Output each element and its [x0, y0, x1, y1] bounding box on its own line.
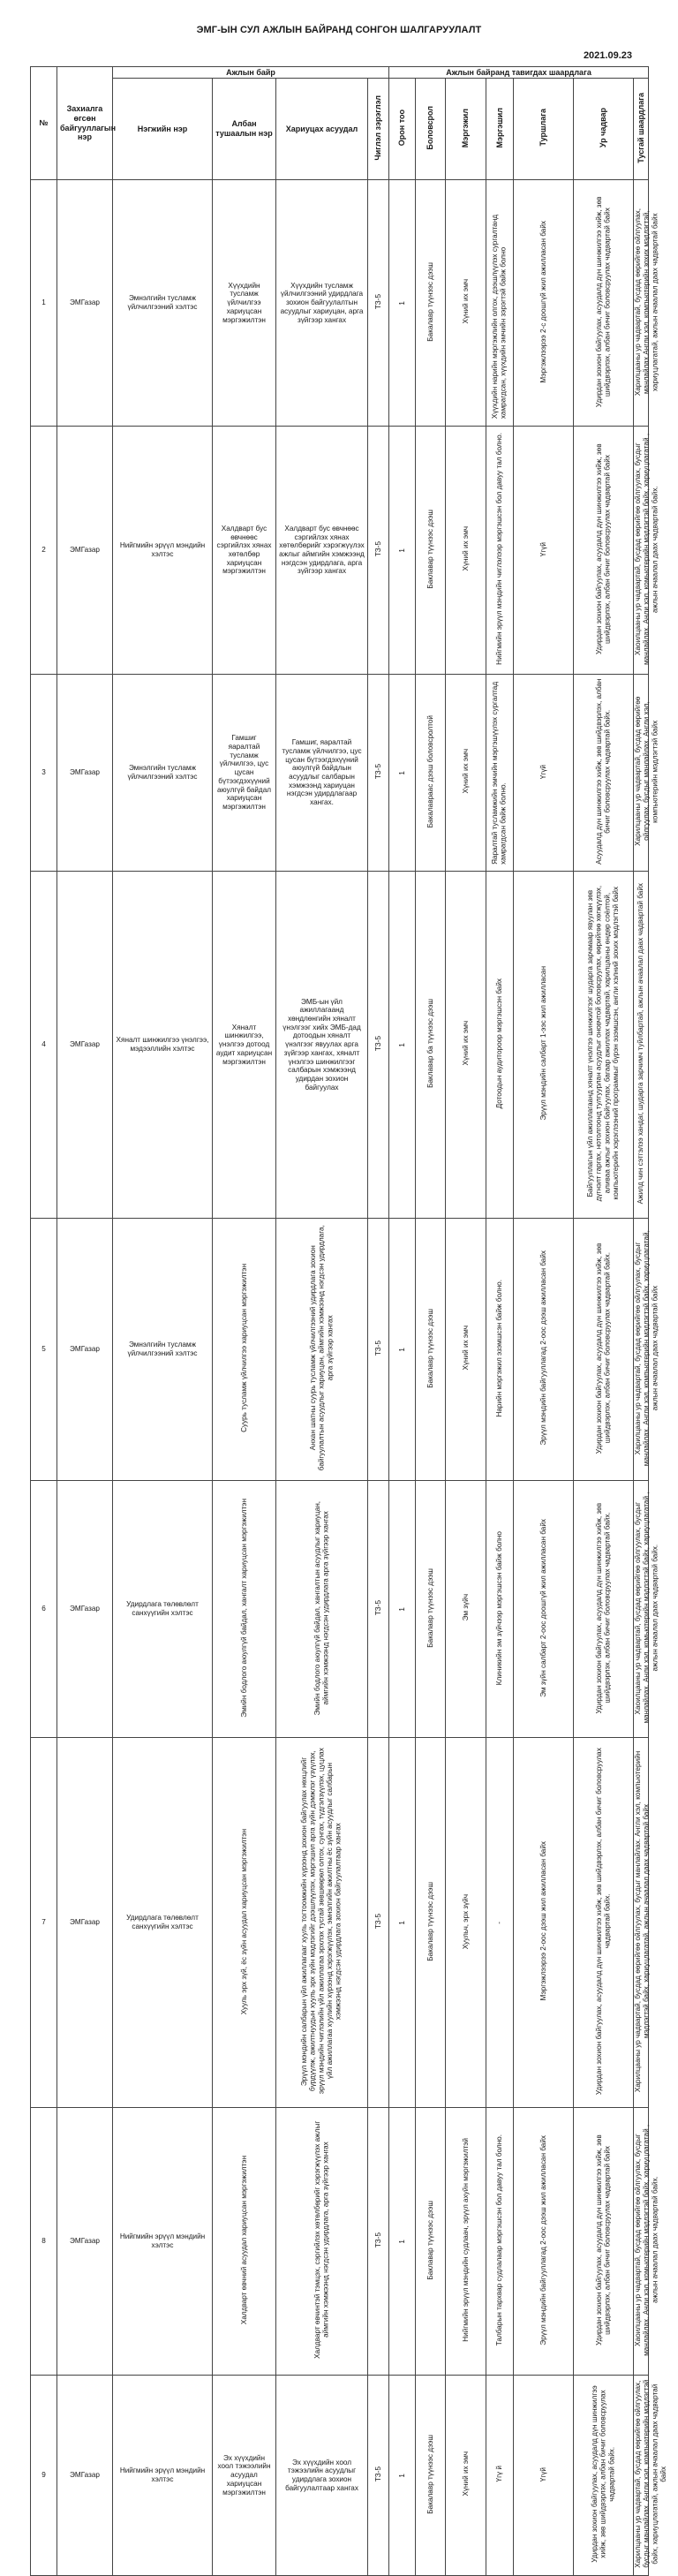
count-value: 1	[397, 2239, 406, 2244]
position-name: Халдварт бус өвчнөөс сэргийлэх хянах хөтөлбөр хариуцсан мэргэжилтэн	[216, 524, 272, 576]
cell-experience	[514, 427, 574, 675]
cell-profession	[446, 675, 486, 872]
header-special	[634, 79, 649, 180]
table-row	[31, 180, 649, 427]
cell-experience	[514, 872, 574, 1219]
row-number: 9	[41, 2471, 46, 2480]
cell-education	[416, 872, 446, 1219]
cell-skills	[574, 1219, 634, 1481]
experience-text: Үгүй	[539, 764, 547, 779]
count-value: 1	[397, 2473, 406, 2478]
cell-experience	[514, 180, 574, 427]
cell-skills	[574, 2108, 634, 2376]
skills-text: Байгууллагын үйл ажиллагаанд хяналт үнэлгээ шинжилгээг шударга зарчмаар явуулан зөв дүгнэлт гаргах, нотолгоонд тулгуурлан асуудлыг оновчтой боловсруулах, өөрийгөө хөгжүүлэх, аливаа ажлыг зохион байгуулах, багаар ажиллах чадвартай, харилцааны өндөр соёлтой, компьютерийн хэрэглээний программыг бүрэн эзэмшсэн, англи хэлний зохих мэдлэгтэй байх	[586, 885, 621, 1202]
cell-education	[416, 427, 446, 675]
cell-count	[389, 180, 416, 427]
header-profession-label: Мэргэжил	[461, 108, 471, 147]
grade-value: ТЗ-5	[373, 294, 382, 310]
special-requirements-text: Ажилд чин сэтгэлээ хандаг, шударга зарчимч туйлбартай, ажлын ачаалал даах чадвартай байх	[637, 883, 645, 1205]
unit-name: Нийгмийн эрүүл мэндийн хэлтэс	[119, 2466, 206, 2483]
row-number: 8	[41, 2237, 46, 2246]
header-specialization	[486, 79, 514, 180]
experience-text: Үгүй	[539, 541, 547, 556]
cell-organization	[57, 2108, 113, 2376]
cell-position	[213, 427, 276, 675]
responsibility-text: Хүүхдийн тусламж үйлчилгээний удирдлага зохион байгуулалтын асуудлыг хариуцан, арга зүйгээр хангах	[280, 281, 364, 324]
cell-organization	[57, 1219, 113, 1481]
unit-name: Эмнэлгийн тусламж үйлчилгээний хэлтэс	[127, 294, 198, 311]
special-requirements-text: Хаоилцааны ур чадвартай, бусдад өөрийгөө ойлгуулах, бусдыг манлайлах. Анли хэл, комьютерийн мэдлэгтэй байх, хариуцлагатай , ажлын ачаалал даах чадвартай байх.	[634, 1492, 659, 1724]
profession-text: Хуульч, эрх зүйч	[461, 1893, 470, 1949]
cell-education	[416, 2108, 446, 2376]
cell-profession	[446, 2108, 486, 2376]
profession-text: Хүний их эмч	[461, 1021, 470, 1066]
special-requirements-text: Харилцааны ур чадвартай, бусдад өөрийгөө ойлгуулах, бусдыг манлайлах. Англи хэл, компьютерийн мэдлэгтэй байх, хариуцлагатай, ажлын ачаалал даах чадвартай байх	[634, 1750, 651, 2092]
cell-special	[634, 675, 659, 872]
row-number: 5	[41, 1345, 46, 1354]
unit-name: Нийгмийн эрүүл мэндийн хэлтэс	[119, 2232, 206, 2249]
position-name: Хууль эрх зүй, ёс зүйн асуудал хариуцсан мэргэжилтэн	[239, 1828, 248, 2014]
skills-text: Удирдан зохион байгуулах, асуудалд дүн шинжилгээ хийж, зөв шийдвэрлэх, албан бичиг боловсруулах чадвартай байх	[594, 196, 612, 407]
cell-count	[389, 1481, 416, 1738]
cell-organization	[57, 872, 113, 1219]
skills-text: Удирдан зохион байгуулах, асуудалд дүн шинжилгээ хийж, зөв шийдвэрлэх, албан бичиг боловсруулах чадвартай байх.	[594, 1502, 612, 1713]
cell-grade	[368, 872, 389, 1219]
skills-text: Удирдан зохион байгуулах, асуудалд дүн шинжилгээ хийж, зөв шийдвэрлэх, албан бичиг боловсруулах чадвартай байх.	[594, 1243, 612, 1454]
cell-responsibility	[276, 1219, 368, 1481]
organization-name: ЭМГазар	[69, 1040, 100, 1049]
unit-name: Нийгмийн эрүүл мэндийн хэлтэс	[119, 541, 206, 558]
cell-no	[31, 2108, 57, 2376]
header-skills	[574, 79, 634, 180]
cell-unit	[113, 2376, 213, 2576]
cell-count	[389, 1219, 416, 1481]
cell-no	[31, 427, 57, 675]
vacancy-table	[30, 66, 668, 2576]
specialization-text: Хүүхдийн нарийн мэргэжлийн олгох, дээшлүүлэх сургалтанд хамрагдсан, хүүхдийн эмчийн зэрэгтэй байж болно	[491, 214, 508, 419]
position-name: Эмийн бодлого аюулгүй байдал, хангалт хариуцсан мэргэжилтэн	[239, 1498, 248, 1718]
cell-no	[31, 675, 57, 872]
organization-name: ЭМГазар	[69, 2471, 100, 2480]
specialization-text: Үгү й	[495, 2466, 504, 2482]
grade-value: ТЗ-5	[373, 1341, 382, 1356]
header-experience	[514, 79, 574, 180]
responsibility-text: ЭМБ-ын үйл ажиллагаанд хөндлөнгийн хяналт үнэлгээг хийх ЭМБ-дад дотоодын хяналт үнэлгээг явуулах арга зүйгээр хангах, хяналт үнэлгээ шинжилгээг салбарын хэмжээнд удирдан зохион байгуулах	[282, 997, 361, 1092]
cell-grade	[368, 1219, 389, 1481]
cell-special	[634, 180, 659, 427]
cell-grade	[368, 2108, 389, 2376]
special-requirements-text: Хаоилцааны ур чадвартай, бусдад өөрийгөө ойлгуулах, бусдыг манлайлах. Анли хэл, комьютерийн мэдлэгтэй байх, хариуцлагатай , ажлын ачаалал даах чадвартай байх.	[634, 2124, 659, 2356]
cell-profession	[446, 1738, 486, 2108]
responsibility-text: Эмийн бодлого аюулгүй байдал, хангалтын асуудлыг хариуцан, аймгийн хэмжээнд нэгдсэн удирдлага арга зүйгээр хангах	[313, 1500, 330, 1715]
cell-education	[416, 1738, 446, 2108]
cell-education	[416, 1481, 446, 1738]
cell-specialization	[486, 872, 514, 1219]
profession-text: Хүний их эмч	[461, 526, 470, 571]
skills-text: Удирдан зохион байгуулах, асуудалд дүн шинжилгээ хийж, зөв шийдвэрлэх, албан бичиг боловсруулах чадвартай байх.	[591, 2385, 616, 2563]
cell-skills	[574, 1738, 634, 2108]
cell-organization	[57, 427, 113, 675]
cell-experience	[514, 1738, 574, 2108]
special-requirements-text: Харилцааны ур чадвартай, бусдад өөрийгөө ойлгуулах, манлайлах.Англи хэл, компьютерийн зохих мэдлэгтэй, хариуцлагатай, ажлын ачаалал даах чадвартай байх	[634, 208, 659, 396]
cell-responsibility	[276, 427, 368, 675]
grade-value: ТЗ-5	[373, 1600, 382, 1616]
cell-skills	[574, 872, 634, 1219]
cell-grade	[368, 1738, 389, 2108]
cell-education	[416, 2376, 446, 2576]
profession-text: Хүний их эмч	[461, 749, 470, 794]
cell-education	[416, 180, 446, 427]
cell-skills	[574, 1481, 634, 1738]
header-position	[213, 79, 276, 180]
cell-specialization	[486, 427, 514, 675]
header-count	[389, 79, 416, 180]
header-education-label: Боловсрол	[426, 105, 435, 150]
education-text: Бакалавр түүнээс дээш	[426, 2434, 434, 2514]
position-name: Хүүхдийн тусламж үйлчилгээ хариуцсан мэргэжилтэн	[222, 281, 266, 324]
cell-position	[213, 872, 276, 1219]
cell-specialization	[486, 1481, 514, 1738]
cell-responsibility	[276, 1738, 368, 2108]
education-text: Баклавар түүнээс дээш	[426, 509, 434, 589]
cell-special	[634, 1219, 659, 1481]
cell-position	[213, 1481, 276, 1738]
cell-no	[31, 2376, 57, 2576]
specialization-text: Нарийн мэргэжил эзэмшсэн байж болно.	[495, 1279, 504, 1417]
education-text: Баклавар түүнээс дээш	[426, 2200, 434, 2280]
header-grade-label: Чиглэл зэрэглэл	[373, 94, 383, 161]
cell-specialization	[486, 180, 514, 427]
experience-text: Эм зүйн салбарт 2-оос доошгүй жил ажилласан байх	[539, 1518, 547, 1697]
cell-special	[634, 2108, 659, 2376]
grade-value: ТЗ-5	[373, 1036, 382, 1052]
group-header-requirements: Ажлын байранд тавигдах шаардлага	[389, 67, 649, 79]
header-responsibility	[276, 79, 368, 180]
cell-profession	[446, 180, 486, 427]
cell-no	[31, 180, 57, 427]
grade-value: ТЗ-5	[373, 764, 382, 780]
header-responsibility-label: Хариуцах асуудал	[285, 124, 358, 133]
cell-count	[389, 427, 416, 675]
cell-count	[389, 2108, 416, 2376]
special-requirements-text: Хаоилцааны ур чадвартай, бусдад өөрийгөө ойлгуулах, бусдыг манлайлах. Анли хэл, комьютерийн мэдлэгтэй байх, хариуцлагатай , ажлын ачаалал даах чадвартай байх.	[634, 433, 659, 665]
cell-position	[213, 2108, 276, 2376]
cell-unit	[113, 1481, 213, 1738]
cell-responsibility	[276, 872, 368, 1219]
profession-text: Хүний их эмч	[461, 2451, 470, 2497]
count-value: 1	[397, 1042, 406, 1047]
cell-count	[389, 2376, 416, 2576]
position-name: Халдварт өвчний асуудал хариуцсан мэргэжилтэн	[239, 2156, 248, 2325]
cell-no	[31, 872, 57, 1219]
cell-education	[416, 675, 446, 872]
header-no	[31, 67, 57, 180]
skills-text: Удирдан зохион байгуулах, асуудалд дүн шинжилгээ хийж, зөв шийдвэрлэх, албан бичиг боловсруулах чадвартай байх.	[594, 1748, 612, 2096]
organization-name: ЭМГазар	[69, 1345, 100, 1354]
responsibility-text: Гамшиг, яаралтай тусламж үйлчилгээ, цус цусан бүтээгдэхүүний аюулгүй байдлын асуудлыг салбарын хэмжээнд хариуцан нэгдсэн удирдлагаар хангах.	[282, 738, 362, 807]
cell-grade	[368, 180, 389, 427]
cell-unit	[113, 1219, 213, 1481]
cell-count	[389, 675, 416, 872]
table-row	[31, 1219, 649, 1481]
cell-organization	[57, 1481, 113, 1738]
education-text: Бакалавр түүнээс дээш	[426, 1308, 434, 1388]
unit-name: Удирдлага төлөвлөлт санхүүгийн хэлтэс	[126, 1914, 199, 1930]
header-profession	[446, 79, 486, 180]
cell-grade	[368, 1481, 389, 1738]
header-organization-label: Захиалга өгсөн байгууллагын нэр	[60, 104, 117, 142]
cell-specialization	[486, 2376, 514, 2576]
organization-name: ЭМГазар	[69, 2237, 100, 2246]
unit-name: Удирдлага төлөвлөлт санхүүгийн хэлтэс	[126, 1600, 199, 1617]
skills-text: Асуудалд дүн шинжилгээ хийж, зөв шийдвэрлэх, албан бичиг боловсруулах чадвартай байх.	[594, 678, 612, 865]
cell-grade	[368, 2376, 389, 2576]
skills-text: Удирдан зохион байгуулах, асуудалд дүн шинжилгээ хийж, зөв шийдвэрлэх, албан бичиг боловсруулах чадвартай байх	[594, 2134, 612, 2346]
cell-grade	[368, 427, 389, 675]
education-text: Бакалавраас дээш боловсролтой	[426, 714, 434, 828]
cell-position	[213, 2376, 276, 2576]
experience-text: Эрүүл мэндийн салбарт 1-ээс жил ажилласан	[539, 966, 547, 1121]
header-specialization-label: Мэргэшил	[494, 107, 504, 148]
responsibility-text: Анхан шатны суурь тусламж үйлчилгээний удирдлага зохион байгуулалтын асуудлыг хариуцан, аймгийн хэмжээнд нэгдсэн удирдлага, арга зүйгээр хангах	[308, 1225, 335, 1471]
special-requirements-text: Харилцааны ур чадвартай, бусдад өөрийгөө ойлгуулах, бусдыг манлайлах. Англи хэл, компьютерийн мэдлэгтэй байх	[634, 697, 659, 847]
header-count-label: Орон тоо	[397, 110, 407, 147]
row-number: 1	[41, 298, 46, 307]
cell-unit	[113, 1738, 213, 2108]
cell-special	[634, 427, 659, 675]
cell-responsibility	[276, 1481, 368, 1738]
cell-skills	[574, 427, 634, 675]
header-unit	[113, 79, 213, 180]
position-name: Эх хүүхдийн хоол тэжээлийн асуудал хариуцсан мэргэжилтэн	[217, 2453, 271, 2497]
cell-profession	[446, 872, 486, 1219]
cell-responsibility	[276, 180, 368, 427]
group-header-job: Ажлын байр	[113, 67, 389, 79]
unit-name: Эмнэлгийн тусламж үйлчилгээний хэлтэс	[127, 1341, 198, 1357]
cell-responsibility	[276, 2376, 368, 2576]
cell-position	[213, 1219, 276, 1481]
count-value: 1	[397, 1606, 406, 1612]
specialization-text: Талбарын тархвар судлалаар мэргэшсэн бол давуу тал болно.	[495, 2134, 504, 2346]
position-name: Хяналт шинжилгээ, үнэлгээ дотоод аудит хариуцсан мэргэжилтэн	[215, 1023, 273, 1066]
experience-text: Үгүй	[539, 2466, 547, 2482]
count-value: 1	[397, 1920, 406, 1925]
experience-text: Мэргэжлээрээ 2-с доошгүй жил ажилласан байх	[539, 220, 547, 383]
cell-skills	[574, 180, 634, 427]
grade-value: ТЗ-5	[373, 2466, 382, 2482]
header-no-label: №	[39, 118, 49, 128]
document-date: 2021.09.23	[583, 50, 632, 61]
cell-unit	[113, 2108, 213, 2376]
cell-no	[31, 1481, 57, 1738]
cell-education	[416, 1219, 446, 1481]
specialization-text: Дотоодын аудитороор мэргэшсэн байх	[495, 978, 504, 1109]
cell-organization	[57, 1738, 113, 2108]
header-grade	[368, 79, 389, 180]
cell-specialization	[486, 2108, 514, 2376]
education-text: Баклавар ба түүнээс дээш	[426, 999, 434, 1089]
header-organization	[57, 67, 117, 180]
responsibility-text: Халдварт бус өвчнөөс сэргийлэх хянах хөтөлбөрийг хэрэгжүүлэх ажлыг аймгийн хэмжээнд нэгдсэн удирдлага, арга зүйгээр хангах	[279, 524, 365, 576]
cell-position	[213, 1738, 276, 2108]
cell-position	[213, 675, 276, 872]
header-skills-label: Ур чадвар	[599, 108, 608, 148]
cell-experience	[514, 675, 574, 872]
responsibility-text: Эх хүүхдийн хоол тэжээлийн асуудлыг удирдлага зохион байгуулалтаар хангах	[285, 2458, 358, 2492]
grade-value: ТЗ-5	[373, 541, 382, 557]
row-number: 3	[41, 768, 46, 777]
education-text: Бакалавр түүнээс дээш	[426, 1568, 434, 1648]
table-row	[31, 2108, 649, 2376]
grade-value: ТЗ-5	[373, 1914, 382, 1930]
row-number: 4	[41, 1040, 46, 1049]
group-header-row	[31, 67, 649, 79]
cell-experience	[514, 2376, 574, 2576]
experience-text: Мэргэжлээрээ 2-оос дээш жил ажилласан байх	[539, 1841, 547, 2001]
cell-specialization	[486, 1738, 514, 2108]
row-number: 7	[41, 1918, 46, 1927]
row-number: 6	[41, 1605, 46, 1613]
specialization-text: Яаралтай тусламжийн эмчийн мэргэшүүлэх сургалтад хамрагдсан байж болно.	[491, 682, 508, 865]
row-number: 2	[41, 546, 46, 555]
specialization-text: Нийгмийн эрүүл мэндийн чиглэлээр мэргэшсэн бол давуу тал болно.	[495, 433, 504, 666]
specialization-text: -	[495, 1922, 504, 1925]
profession-text: Эм зүйч	[461, 1594, 470, 1621]
education-text: Бакалавр түүнээс дээш	[426, 261, 434, 342]
unit-name: Эмнэлгийн тусламж үйлчилгээний хэлтэс	[127, 764, 198, 781]
count-value: 1	[397, 1347, 406, 1352]
cell-unit	[113, 675, 213, 872]
cell-special	[634, 872, 649, 1219]
unit-name: Хяналт шинжилгээ үнэлгээ, мэдээллийн хэлтэс	[116, 1036, 209, 1053]
table-row	[31, 872, 649, 1219]
cell-experience	[514, 2108, 574, 2376]
cell-grade	[368, 675, 389, 872]
education-text: Бакалавр түүнээс дээш	[426, 1881, 434, 1961]
cell-position	[213, 180, 276, 427]
table-row	[31, 1738, 649, 2108]
cell-profession	[446, 427, 486, 675]
cell-organization	[57, 180, 113, 427]
cell-count	[389, 1738, 416, 2108]
header-position-label: Албан тушаалын нэр	[215, 119, 273, 138]
cell-count	[389, 872, 416, 1219]
experience-text: Эрүүл мэндийн байгууллагад 2-оос дээш жил ажилласан байх	[539, 2134, 547, 2346]
document-title: ЭМГ-ЫН СУЛ АЖЛЫН БАЙРАНД СОНГОН ШАЛГАРУУЛАЛТ	[196, 25, 482, 35]
table-row	[31, 1481, 649, 1738]
profession-text: Нийгмийн эрүүл мэндийн судлаач, эрүүл ахуйн мэргэжилтэй	[461, 2138, 470, 2343]
organization-name: ЭМГазар	[69, 1918, 100, 1927]
header-experience-label: Туршлага	[539, 109, 548, 147]
count-value: 1	[397, 548, 406, 553]
organization-name: ЭМГазар	[69, 768, 100, 777]
responsibility-text: Халдварт өвчинтэй тэмцэх, сэргийлэх хөтөлбөрийг хэрэгжүүлэх ажлыг аймгийн хэмжээнд нэгдсэн удирдлага, арга зүйгээр хангах	[313, 2121, 330, 2360]
cell-special	[634, 2376, 668, 2576]
cell-experience	[514, 1219, 574, 1481]
organization-name: ЭМГазар	[69, 298, 100, 307]
table-row	[31, 675, 649, 872]
table-row	[31, 427, 649, 675]
cell-profession	[446, 2376, 486, 2576]
cell-specialization	[486, 675, 514, 872]
position-name: Гамшиг яаралтай тусламж үйлчилгээ, цус цусан бүтээгдэхүүний аюулгүй байдал хариуцсан мэргэжилтэн	[216, 734, 272, 811]
cell-special	[634, 1738, 649, 2108]
profession-text: Хүний их эмч	[461, 1326, 470, 1371]
cell-skills	[574, 675, 634, 872]
cell-responsibility	[276, 675, 368, 872]
responsibility-text: Эрүүл мэндийн салбарын үйл ажиллагааг хууль тогтоомжийн хүрээнд зохион байгуулах нөхцлийг бүрдүүлж, ажилтнуудын хууль эрх зүйн мэдлэгийг дээшлүүлэх, мэргэшил арга зүйн дэмжлэг үзүүлэх, эрүүл мэндийн чиглэлийн үйл ажиллагаа эрхлэх тусгай зөвшөөрөл олгох, сунгах, түдгэлзүүлэх, цуцлах үйл ажиллагаа хуулийн хүрээнд хэрэгжүүлэх, эмнэлгийн ажилтны ёс зүйн асуудлыг салбарын хэмжээнд нэгдсэн удирдлага зохион байгуулалтаар хангах	[300, 1748, 343, 2095]
cell-experience	[514, 1481, 574, 1738]
special-requirements-text: Харилцааны ур чадвартай, бусдад өөрийгөө ойлгуулах, бусдыг манлайлах. Англи хэл, компьютерийн мэдлэгтэй байх, хариуцлагатай, ажлын ачаалал даах чадвартай байх	[634, 1230, 659, 1467]
header-education	[416, 79, 446, 180]
header-unit-label: Нэгжийн нэр	[137, 124, 188, 133]
count-value: 1	[397, 300, 406, 306]
table-body	[31, 180, 668, 2576]
organization-name: ЭМГазар	[69, 1605, 100, 1613]
cell-responsibility	[276, 2108, 368, 2376]
cell-special	[634, 1481, 659, 1738]
column-header-row	[31, 79, 649, 180]
table-row	[31, 2376, 649, 2576]
cell-no	[31, 1738, 57, 2108]
cell-organization	[57, 675, 113, 872]
specialization-text: Клиникийн эм зүйчээр мэргэшсэн байж болно	[495, 1530, 504, 1685]
cell-no	[31, 1219, 57, 1481]
cell-unit	[113, 180, 213, 427]
organization-name: ЭМГазар	[69, 546, 100, 555]
header-special-label: Тусгай шаардлага	[636, 92, 645, 163]
experience-text: Эрүүл мэндийн байгууллагад 2-оос дээш ажилласан байх	[539, 1250, 547, 1446]
special-requirements-text: Харилцааны ур чадвартай, бусдад өөрийгөө ойлгуулах, бусдыг манлайлах. Англи хэл, компьютерийн мэдлэгтэй байх, хариуцлагатай, ажлын ачаалал даах чадвартай байх	[634, 2380, 668, 2569]
skills-text: Удирдан зохион байгуулах, асуудалд дүн шинжилгээ хийж, зөв шийдвэрлэх, албан бичиг боловсруулах чадвартай байх	[594, 443, 612, 654]
position-name: Суурь тусламж үйлчилгээ хариуцсан мэргэжилтэн	[239, 1264, 248, 1433]
profession-text: Хүний их эмч	[461, 279, 470, 324]
grade-value: ТЗ-5	[373, 2232, 382, 2248]
cell-profession	[446, 1219, 486, 1481]
cell-specialization	[486, 1219, 514, 1481]
cell-organization	[57, 2376, 113, 2576]
cell-unit	[113, 427, 213, 675]
cell-profession	[446, 1481, 486, 1738]
cell-unit	[113, 872, 213, 1219]
cell-skills	[574, 2376, 634, 2576]
count-value: 1	[397, 770, 406, 775]
